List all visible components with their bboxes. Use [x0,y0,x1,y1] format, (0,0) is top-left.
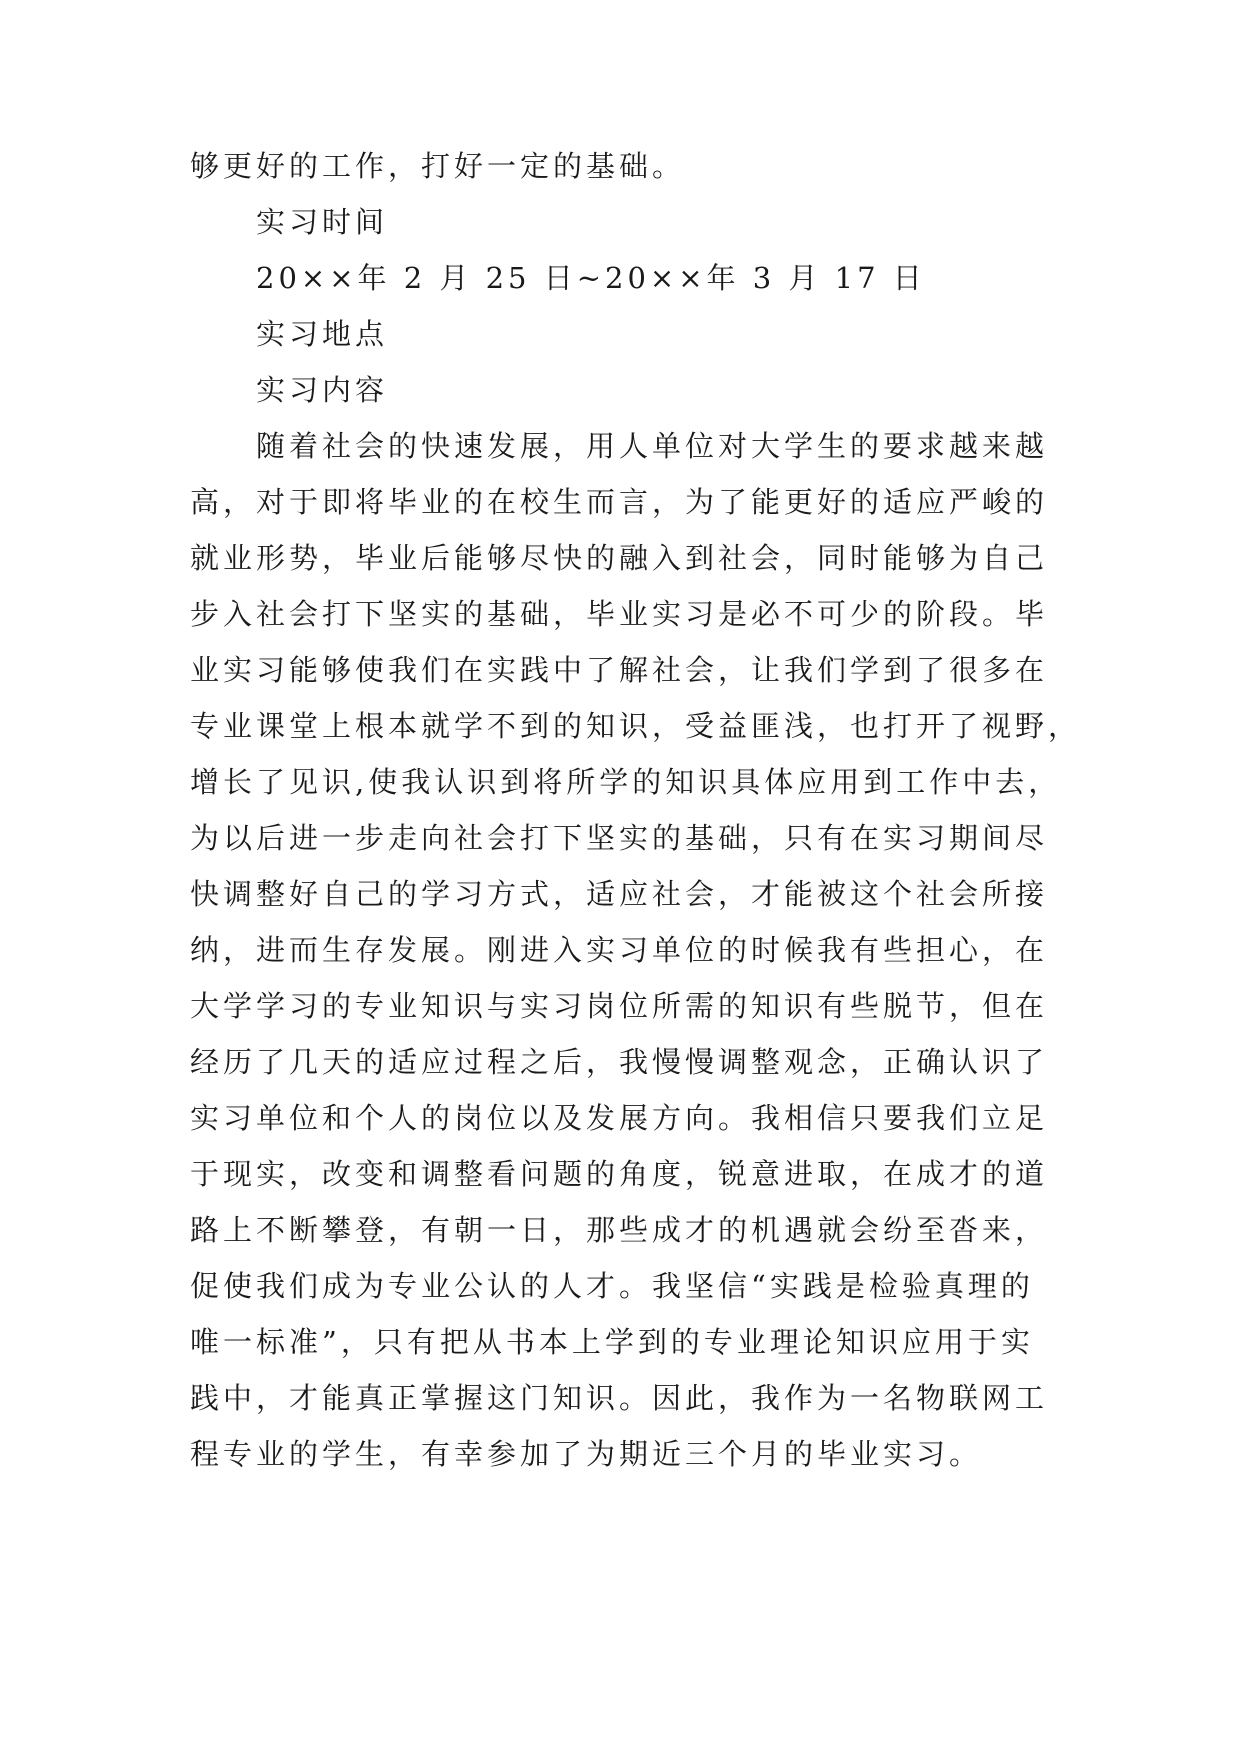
paragraph-line: 快调整好自己的学习方式，适应社会，才能被这个社会所接 [190,877,1049,911]
paragraph-line: 业实习能够使我们在实践中了解社会，让我们学到了很多在 [190,653,1049,687]
paragraph-line: 增长了见识,使我认识到将所学的知识具体应用到工作中去， [190,765,1062,799]
paragraph-line: 程专业的学生，有幸参加了为期近三个月的毕业实习。 [190,1437,983,1471]
paragraph-line: 唯一标准”，只有把从书本上学到的专业理论知识应用于实 [190,1325,1034,1359]
heading-internship-time: 实习时间 [256,205,389,239]
heading-internship-location: 实习地点 [256,317,389,351]
paragraph-line: 促使我们成为专业公认的人才。我坚信“实践是检验真理的 [190,1269,1034,1303]
paragraph-line: 纳，进而生存发展。刚进入实习单位的时候我有些担心，在 [190,933,1049,967]
paragraph-line: 高，对于即将毕业的在校生而言，为了能更好的适应严峻的 [190,485,1049,519]
internship-dates: 20××年 2 月 25 日~20××年 3 月 17 日 [256,261,926,295]
paragraph-line: 随着社会的快速发展，用人单位对大学生的要求越来越 [256,429,1049,463]
paragraph-line: 步入社会打下坚实的基础，毕业实习是必不可少的阶段。毕 [190,597,1049,631]
paragraph-line: 于现实，改变和调整看问题的角度，锐意进取，在成才的道 [190,1157,1049,1191]
heading-internship-content: 实习内容 [256,373,389,407]
text-line-continuation: 够更好的工作，打好一定的基础。 [190,149,686,183]
paragraph-line: 践中，才能真正掌握这门知识。因此，我作为一名物联网工 [190,1381,1049,1415]
paragraph-line: 路上不断攀登，有朝一日，那些成才的机遇就会纷至沓来， [190,1213,1049,1247]
paragraph-line: 就业形势，毕业后能够尽快的融入到社会，同时能够为自己 [190,541,1049,575]
paragraph-line: 专业课堂上根本就学不到的知识，受益匪浅，也打开了视野， [190,709,1082,743]
paragraph-line: 为以后进一步走向社会打下坚实的基础，只有在实习期间尽 [190,821,1049,855]
paragraph-line: 经历了几天的适应过程之后，我慢慢调整观念，正确认识了 [190,1045,1049,1079]
paragraph-line: 实习单位和个人的岗位以及发展方向。我相信只要我们立足 [190,1101,1049,1135]
paragraph-line: 大学学习的专业知识与实习岗位所需的知识有些脱节，但在 [190,989,1049,1023]
